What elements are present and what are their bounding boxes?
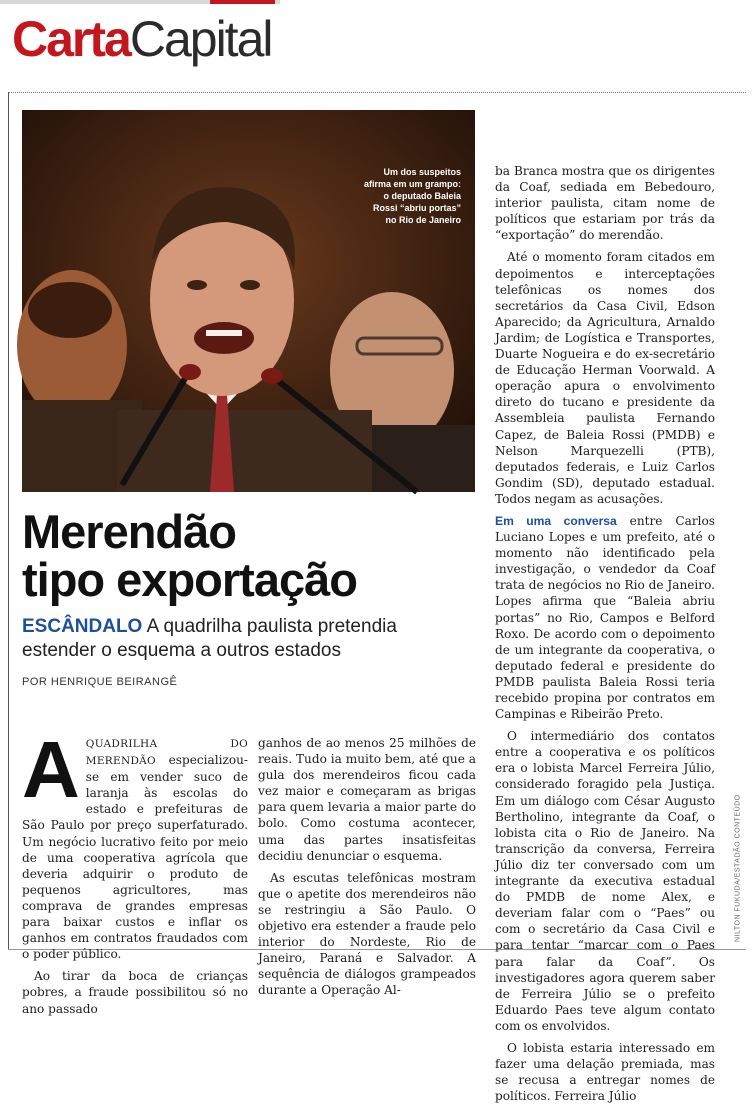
body-paragraph: O lobista estaria interessado em fazer uma delação premiada, mas se recusa a entregar nomes de políticos. Ferreira Júlio xyxy=(495,1040,715,1104)
paragraph-text: entre Carlos Luciano Lopes e um prefeito, até o momento não identificado pela investigação, o vendedor da Coaf trata de negócios no Rio de Janeiro. Lopes afirma que “Baleia abriu portas” no Rio, Campos e Belford Roxo. De acordo com o depoimento de um integrante da cooperativa, o deputado federal e presidente do PMDB paulista Baleia Rossi teria recebido propina por contratos em Campinas e Ribeirão Preto. xyxy=(495,513,715,722)
article-column-1 xyxy=(22,725,248,1023)
top-rule-accent xyxy=(210,0,275,4)
article-kicker xyxy=(22,615,472,663)
paragraph-lead-in: Em uma conversa xyxy=(495,513,617,528)
kicker-section-tag: ESCÂNDALO xyxy=(22,616,143,637)
article-title-line2: tipo exportação xyxy=(22,553,357,606)
article-title-line1: Merendão xyxy=(22,505,236,558)
body-paragraph xyxy=(495,513,715,722)
page-divider xyxy=(8,92,746,93)
page-edge xyxy=(8,92,9,950)
article-byline: POR HENRIQUE BEIRANGÊ xyxy=(22,676,178,688)
body-paragraph: Ao tirar da boca de crianças pobres, a fraude possibilitou só no ano passado xyxy=(22,969,248,1016)
body-paragraph: ganhos de ao menos 25 milhões de reais. Tudo ia muito bem, até que a gula dos merendeiros ficou cada vez maior e começaram as brigas para quem levaria a maior parte do bolo. Como costuma acontecer, uma das partes insatisfeitas decidiu denunciar o esquema. xyxy=(258,736,476,863)
article-column-2 xyxy=(258,735,476,1005)
body-paragraph: Até o momento foram citados em depoimentos e interceptações telefônicas os nomes dos secretários da Casa Civil, Edson Aparecido; da Agricultura, Arnaldo Jardim; de Logística e Transportes, Duarte Nogueira e do ex-secretário de Educação Herman Voorwald. A operação apura o envolvimento direto do tucano e presidente da Assembleia paulista Fernando Capez, de Baleia Rossi (PMDB) e Nelson Marquezelli (PTB), deputados federais, e Luiz Carlos Gondim (SD), deputado estadual. Todos negam as acusações. xyxy=(495,250,715,506)
photo-credit: NILTON FUKUDA/ESTADÃO CONTEÚDO xyxy=(735,794,742,942)
masthead-logo-capital: Capital xyxy=(129,11,272,67)
lead-smallcaps: QUADRILHA DO MERENDÃO xyxy=(85,738,248,768)
photo-caption: Um dos suspeitos afirma em um grampo: o deputado Baleia Rossi “abriu portas” no Rio de Janeiro xyxy=(363,167,461,225)
article-photo xyxy=(22,110,475,492)
article-column-3 xyxy=(495,163,715,1110)
drop-cap: A xyxy=(22,725,80,814)
masthead-logo xyxy=(12,11,272,67)
body-paragraph: As escutas telefônicas mostram que o apetite dos merendeiros não se restringiu a São Paulo. O objetivo era estender a fraude pelo interior do Nordeste, Rio de Janeiro, Paraná e Salvador. A sequência de diálogos grampeados durante a Operação Al- xyxy=(258,870,476,998)
masthead-logo-carta: Carta xyxy=(12,11,130,67)
article-title xyxy=(22,505,472,606)
body-paragraph xyxy=(22,725,248,962)
lead-text: especializou-se em vender suco de laranja às escolas do estado e prefeituras de São Paulo por preço superfaturado. Um negócio lucrativo feito por meio de uma cooperativa agrícola que deveria adquirir o produto de pequenos agricultores, mas comprava de grandes empresas para baixar custos e inflar os ganhos em contratos fraudados com o poder público. xyxy=(22,753,248,962)
body-paragraph: O intermediário dos contatos entre a cooperativa e os políticos era o lobista Marcel Ferreira Júlio, considerado foragido pela Justiça. Em um diálogo com César Augusto Bertholino, integrante da Coaf, o lobista cita o Rio de Janeiro. Na transcrição da conversa, Ferreira Júlio diz ter conversado com um integrante da executiva estadual do PMDB de nome Alex, e deveriam falar com o “Paes” ou com o secretário da Casa Civil e para tentar “marcar com o Paes para falar da Coaf”. Os investigadores agora querem saber de Ferreira Júlio se o prefeito Eduardo Paes teve algum contato com os envolvidos. xyxy=(495,729,715,1033)
body-paragraph: ba Branca mostra que os dirigentes da Coaf, sediada em Bebedouro, interior paulista, citam nome de políticos que estariam por trás da “exportação” do merendão. xyxy=(495,164,715,243)
kicker-text: A quadrilha paulista pretendia estender o esquema a outros estados xyxy=(22,616,397,661)
